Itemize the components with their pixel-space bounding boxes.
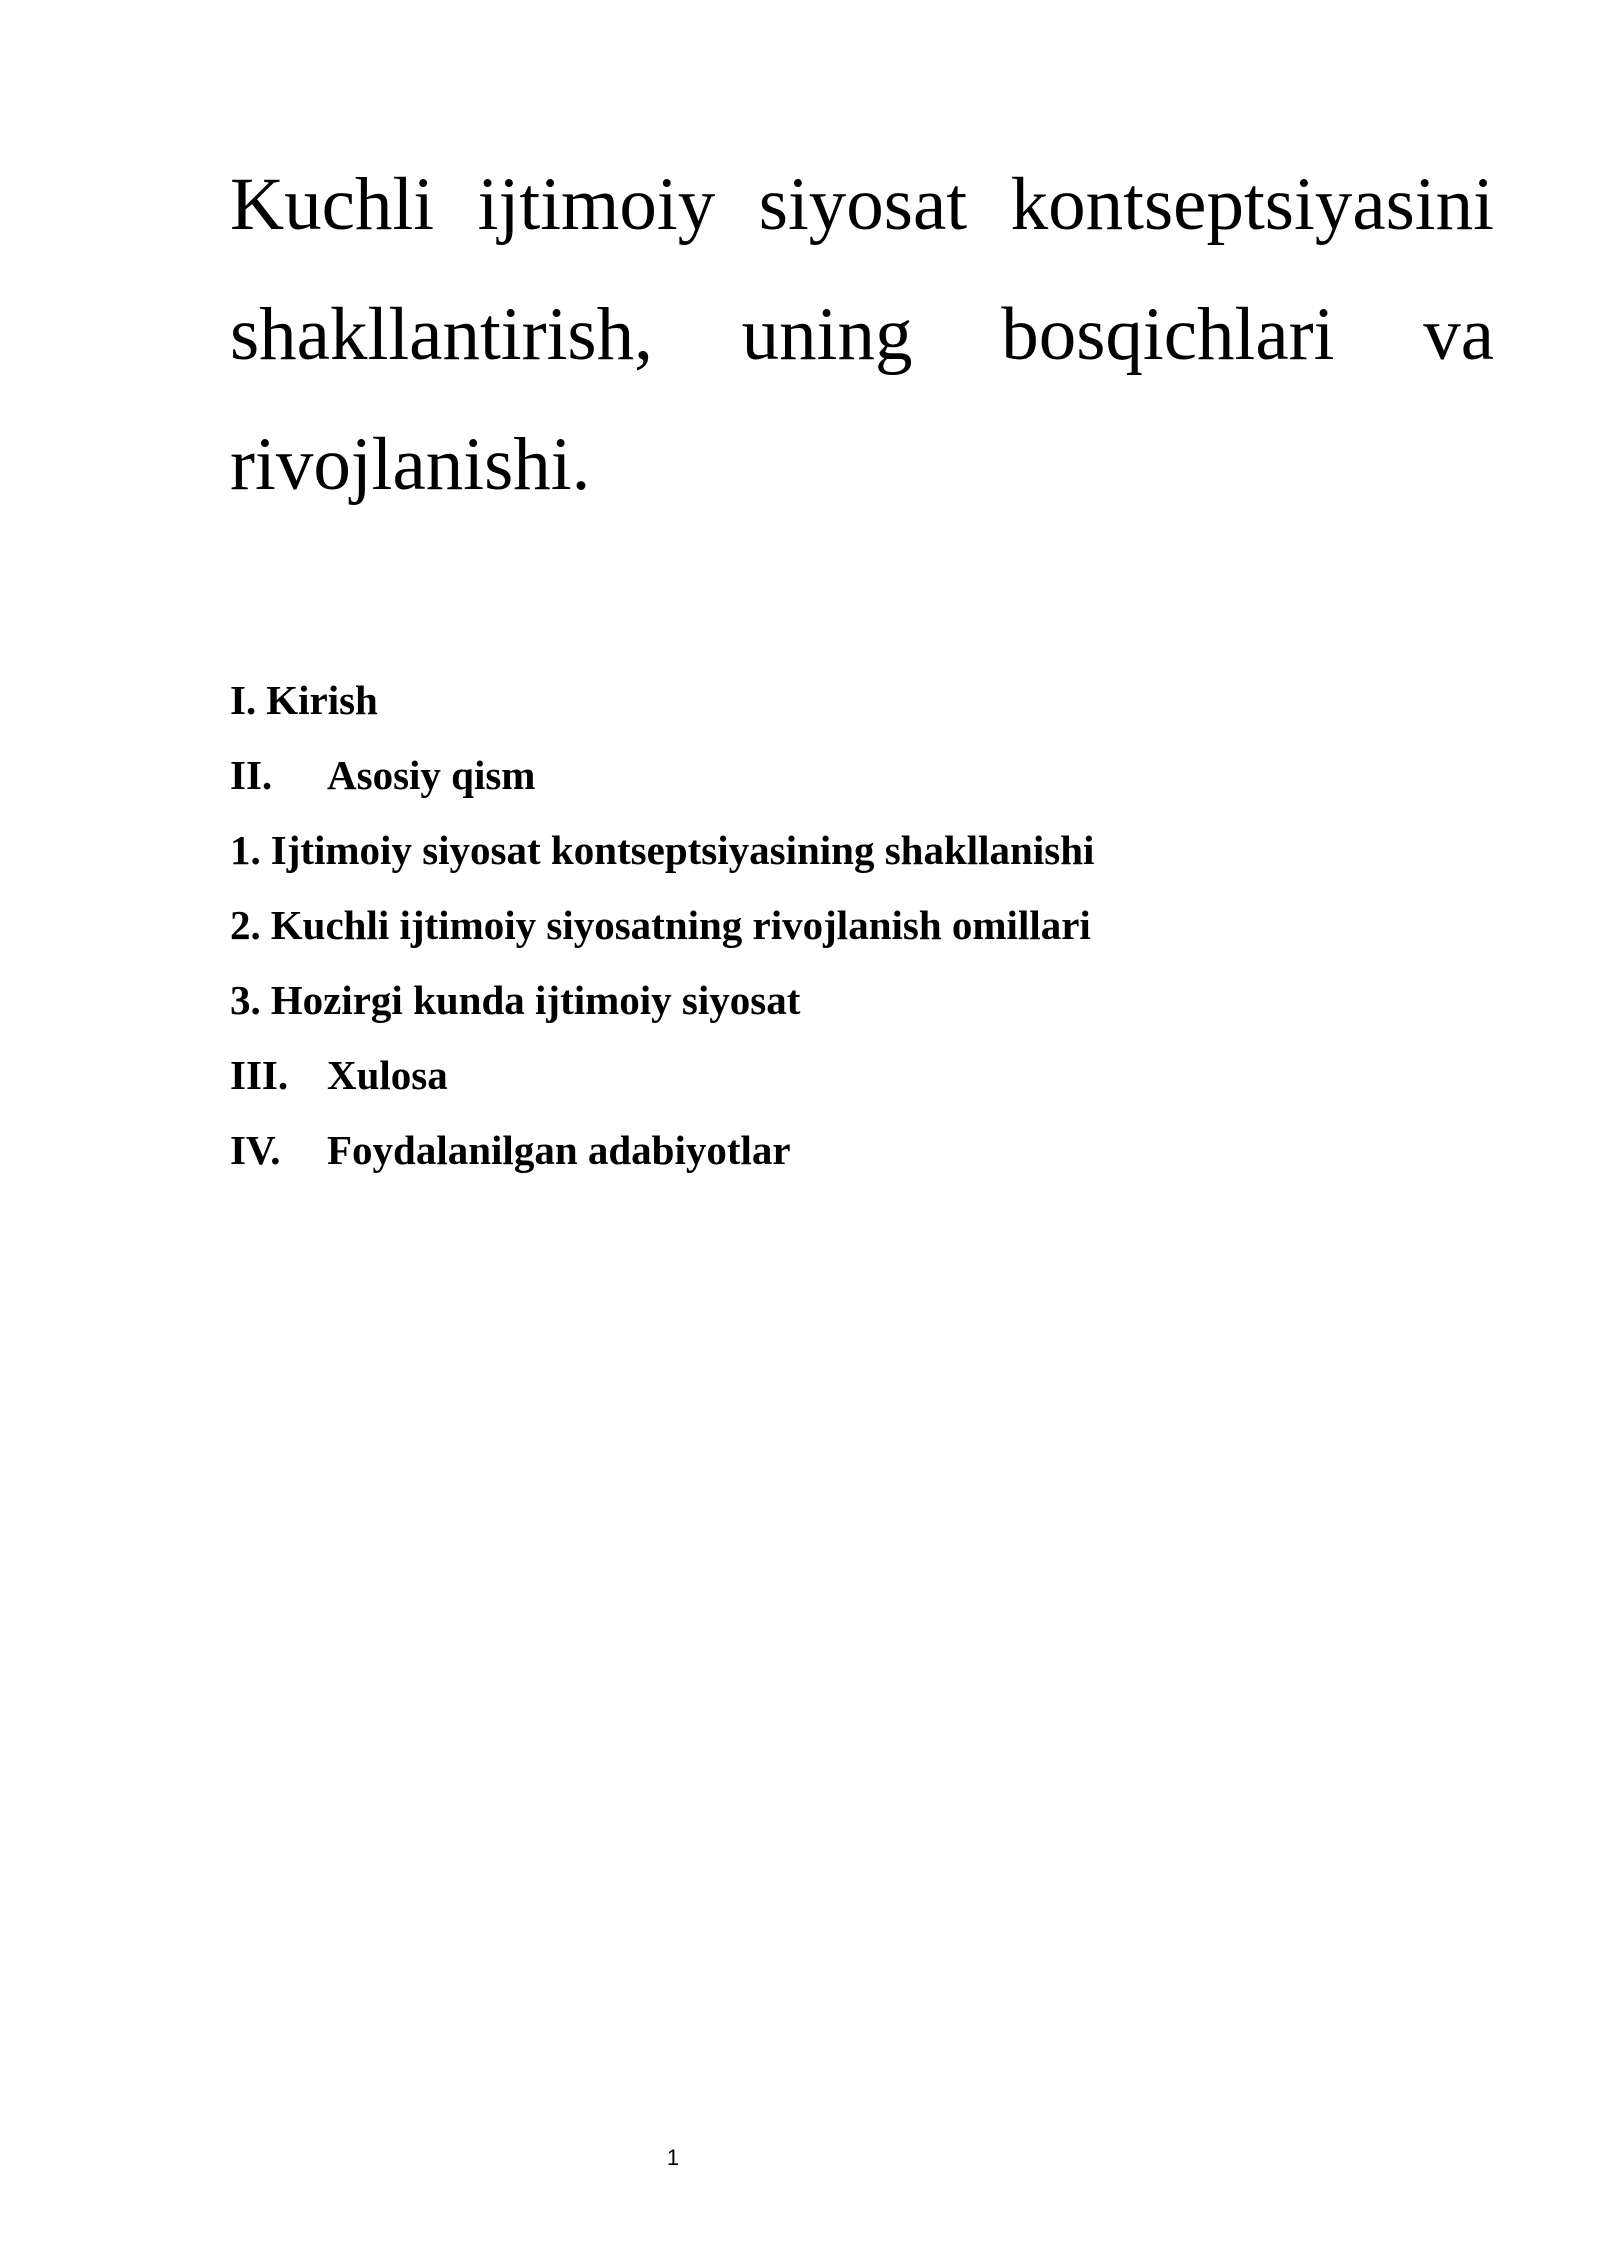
page-number: 1 xyxy=(666,2145,680,2170)
toc-item-kirish xyxy=(230,667,1430,742)
document-title: Kuchli ijtimoiy siyosat kontseptsiyasini shakllantirish, uning bosqichlari va rivojlanishi. xyxy=(230,163,1494,506)
toc-item-label: Asosiy qism xyxy=(327,752,536,798)
toc-item-number: I. xyxy=(230,677,257,723)
toc-item-number: II. xyxy=(230,752,273,798)
toc-item-shakllanishi xyxy=(230,817,1430,892)
toc-item-hozirgi-kunda xyxy=(230,967,1430,1042)
toc-item-number: IV. xyxy=(230,1127,281,1173)
toc-item-number: 3. xyxy=(230,977,261,1023)
toc-item-label: Ijtimoiy siyosat kontseptsiyasining shakllanishi xyxy=(270,827,1095,873)
toc-item-number: 1. xyxy=(230,827,261,873)
toc-item-label: Xulosa xyxy=(327,1052,448,1098)
toc-item-xulosa xyxy=(230,1042,1430,1117)
toc-item-asosiy-qism xyxy=(230,742,1430,817)
table-of-contents xyxy=(230,667,1430,1192)
toc-item-label: Kirish xyxy=(266,677,378,723)
toc-item-adabiyotlar xyxy=(230,1117,1430,1192)
toc-item-omillari xyxy=(230,892,1430,967)
toc-item-label: Foydalanilgan adabiyotlar xyxy=(327,1127,791,1173)
toc-item-number: 2. xyxy=(230,902,261,948)
toc-item-number: III. xyxy=(230,1052,289,1098)
toc-item-label: Hozirgi kunda ijtimoiy siyosat xyxy=(270,977,801,1023)
toc-item-label: Kuchli ijtimoiy siyosatning rivojlanish omillari xyxy=(270,902,1091,948)
